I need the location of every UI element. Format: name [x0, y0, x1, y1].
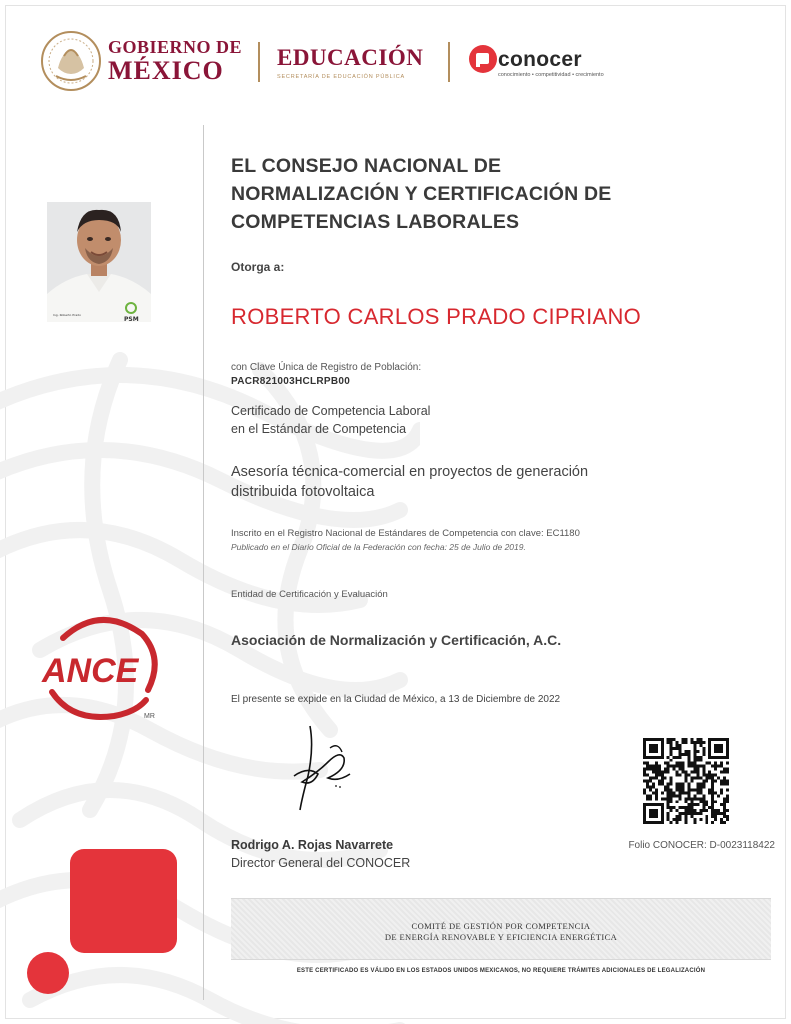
committee-band [231, 898, 771, 960]
conocer-logo [468, 44, 648, 84]
council-name [231, 152, 751, 236]
grants-label: Otorga a: [231, 260, 285, 274]
gob-line1: GOBIERNO DE [108, 37, 243, 57]
entity-name: Asociación de Normalización y Certificación, A.C. [231, 632, 562, 648]
decorative-red-square [70, 849, 177, 953]
publication-info: Publicado en el Diario Oficial de la Federación con fecha: 25 de Julio de 2019. [231, 542, 526, 552]
signer-name: Rodrigo A. Rojas Navarrete [231, 838, 394, 852]
validity-note: ESTE CERTIFICADO ES VÁLIDO EN LOS ESTADOS UNIDOS MEXICANOS, NO REQUIERE TRÁMITES ADICIONALES DE LEGALIZACIÓN [296, 968, 706, 974]
issue-statement: El presente se expide en la Ciudad de México, a 13 de Diciembre de 2022 [231, 694, 561, 705]
shirt-logo: PSM [124, 316, 139, 322]
registry-info: Inscrito en el Registro Nacional de Estándares de Competencia con clave: EC1180 [231, 528, 580, 539]
council-line3: COMPETENCIAS LABORALES [231, 211, 520, 233]
recipient-name: ROBERTO CARLOS PRADO CIPRIANO [231, 304, 642, 329]
cert-type-line2: en el Estándar de Competencia [231, 422, 407, 436]
committee-line1: COMITÉ DE GESTIÓN POR COMPETENCIA [411, 921, 591, 931]
cert-type-line1: Certificado de Competencia Laboral [231, 404, 431, 418]
educacion-logo [277, 46, 423, 80]
certificate-type [231, 402, 561, 438]
national-seal-icon [40, 30, 102, 92]
signer-title: Director General del CONOCER [231, 856, 411, 870]
conocer-logo-icon [468, 44, 498, 74]
header-separator [448, 42, 450, 82]
divider-line [203, 125, 204, 1000]
ance-trademark: MR [144, 713, 155, 720]
conocer-tagline: conocimiento • competitividad • crecimiento [498, 72, 604, 78]
conocer-name: conocer [498, 48, 582, 71]
standard-line2: distribuida fotovoltaica [231, 484, 375, 500]
committee-line2: DE ENERGÍA RENOVABLE Y EFICIENCIA ENERGÉTICA [384, 932, 618, 942]
edu-title: EDUCACIÓN [277, 45, 424, 70]
recipient-photo [47, 202, 151, 322]
gobierno-de-mexico-logo [108, 38, 242, 84]
competency-standard [231, 462, 701, 502]
entity-label: Entidad de Certificación y Evaluación [231, 589, 388, 600]
ance-logo [38, 610, 163, 722]
folio-number: Folio CONOCER: D-0023118422 [628, 840, 775, 851]
council-line2: NORMALIZACIÓN Y CERTIFICACIÓN DE [231, 183, 612, 205]
curp-label: con Clave Única de Registro de Población: [231, 362, 422, 373]
person-portrait-icon [47, 202, 151, 322]
standard-line1: Asesoría técnica-comercial en proyectos de generación [231, 464, 589, 480]
signature-image [288, 718, 358, 818]
gob-line2: MÉXICO [108, 56, 224, 85]
header-separator [258, 42, 260, 82]
council-line1: EL CONSEJO NACIONAL DE [231, 155, 502, 177]
curp-value: PACR821003HCLRPB00 [231, 376, 351, 387]
qr-code [643, 738, 729, 824]
edu-subtitle: SECRETARÍA DE EDUCACIÓN PÚBLICA [277, 74, 405, 80]
ance-text: ANCE [42, 652, 139, 690]
decorative-red-dot [27, 952, 69, 994]
photo-caption: Ing. Roberto Prado [53, 313, 81, 317]
